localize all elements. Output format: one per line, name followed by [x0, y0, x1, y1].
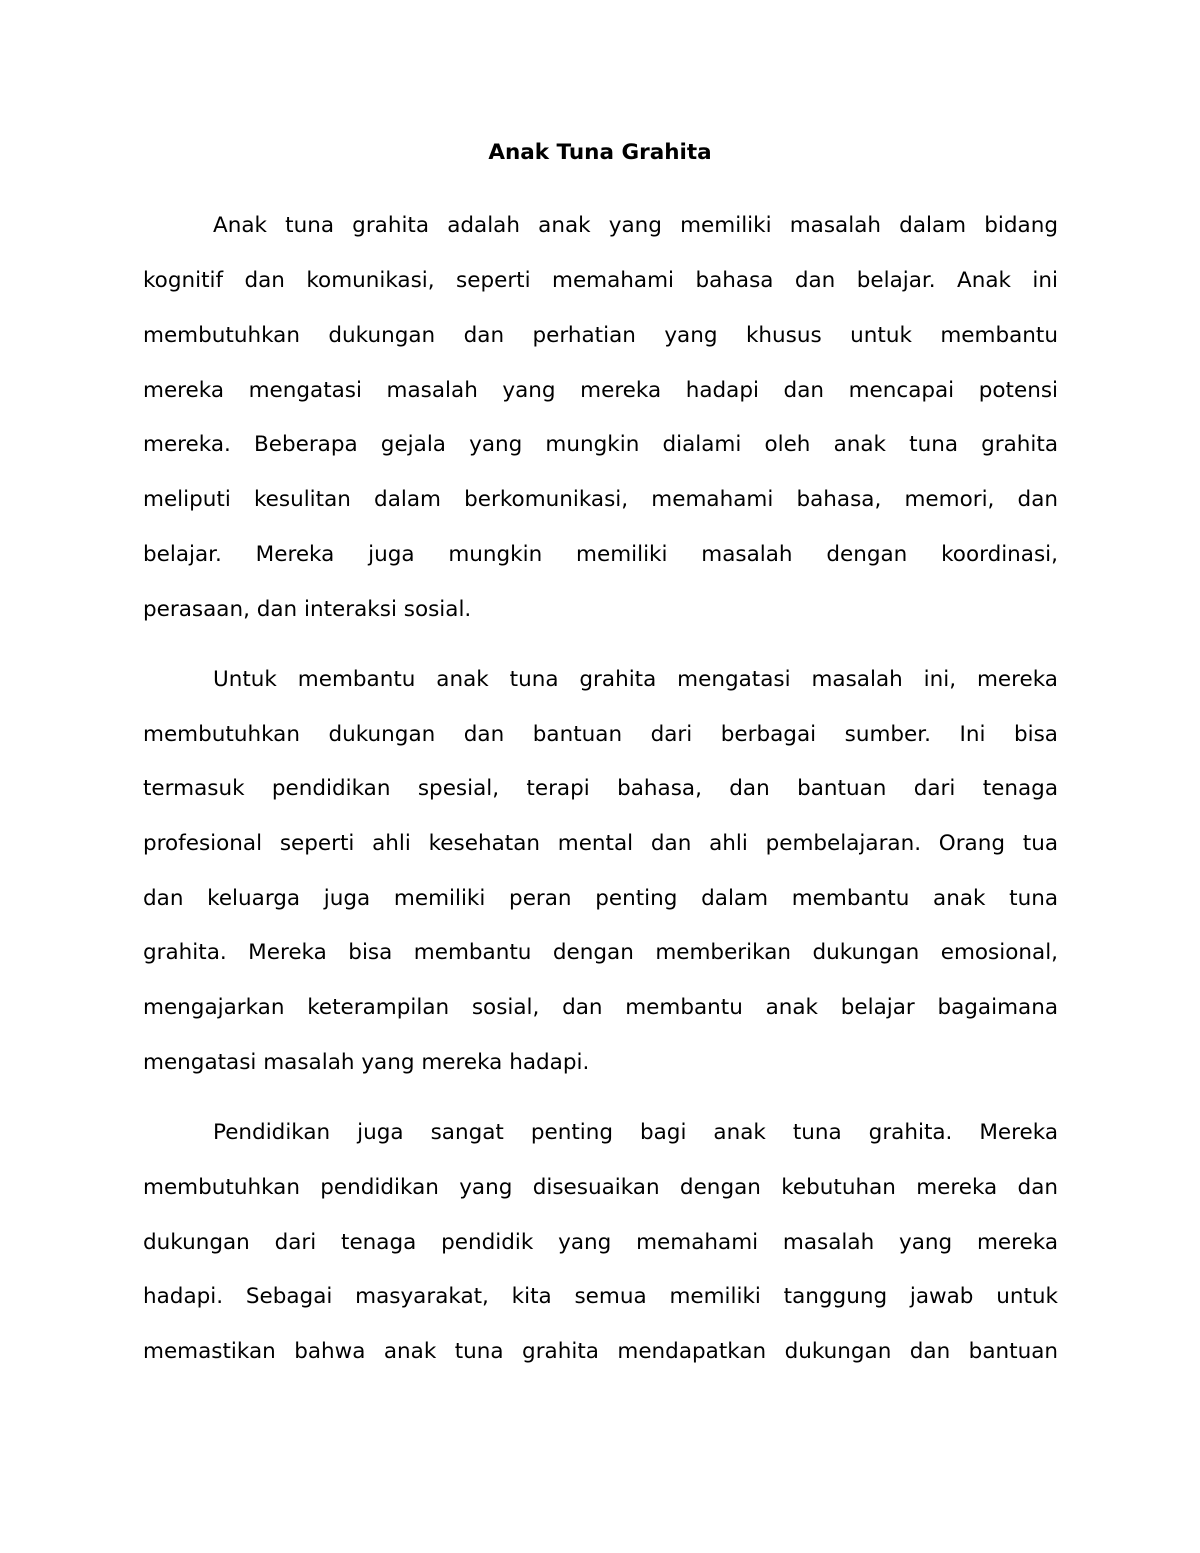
paragraph-line: Untuk membantu anak tuna grahita mengatasi masalah ini, mereka: [213, 667, 1058, 692]
paragraph-line: meliputi kesulitan dalam berkomunikasi, memahami bahasa, memori, dan: [143, 487, 1058, 512]
paragraph-line: mereka mengatasi masalah yang mereka hadapi dan mencapai potensi: [143, 378, 1058, 403]
paragraph-line: Anak tuna grahita adalah anak yang memiliki masalah dalam bidang: [213, 213, 1058, 238]
paragraph-line: profesional seperti ahli kesehatan mental dan ahli pembelajaran. Orang tua: [143, 831, 1058, 856]
paragraph-line: kognitif dan komunikasi, seperti memahami bahasa dan belajar. Anak ini: [143, 268, 1058, 293]
paragraph-line: mengatasi masalah yang mereka hadapi.: [143, 1050, 590, 1075]
paragraph-line: mengajarkan keterampilan sosial, dan membantu anak belajar bagaimana: [143, 995, 1058, 1020]
paragraph-line: termasuk pendidikan spesial, terapi bahasa, dan bantuan dari tenaga: [143, 776, 1058, 801]
paragraph-line: mereka. Beberapa gejala yang mungkin dialami oleh anak tuna grahita: [143, 432, 1058, 457]
paragraph-line: dan keluarga juga memiliki peran penting dalam membantu anak tuna: [143, 886, 1058, 911]
paragraph-line: perasaan, dan interaksi sosial.: [143, 597, 472, 622]
paragraph-line: membutuhkan dukungan dan bantuan dari berbagai sumber. Ini bisa: [143, 722, 1058, 747]
paragraph-line: dukungan dari tenaga pendidik yang memahami masalah yang mereka: [143, 1230, 1058, 1255]
paragraph-line: belajar. Mereka juga mungkin memiliki masalah dengan koordinasi,: [143, 542, 1058, 567]
paragraph-line: memastikan bahwa anak tuna grahita mendapatkan dukungan dan bantuan: [143, 1339, 1058, 1364]
paragraph-line: membutuhkan pendidikan yang disesuaikan dengan kebutuhan mereka dan: [143, 1175, 1058, 1200]
paragraph-line: Pendidikan juga sangat penting bagi anak tuna grahita. Mereka: [213, 1120, 1058, 1145]
paragraph-line: grahita. Mereka bisa membantu dengan memberikan dukungan emosional,: [143, 940, 1058, 965]
document-title: Anak Tuna Grahita: [488, 140, 712, 165]
paragraph-line: membutuhkan dukungan dan perhatian yang khusus untuk membantu: [143, 323, 1058, 348]
paragraph-line: hadapi. Sebagai masyarakat, kita semua memiliki tanggung jawab untuk: [143, 1284, 1058, 1309]
